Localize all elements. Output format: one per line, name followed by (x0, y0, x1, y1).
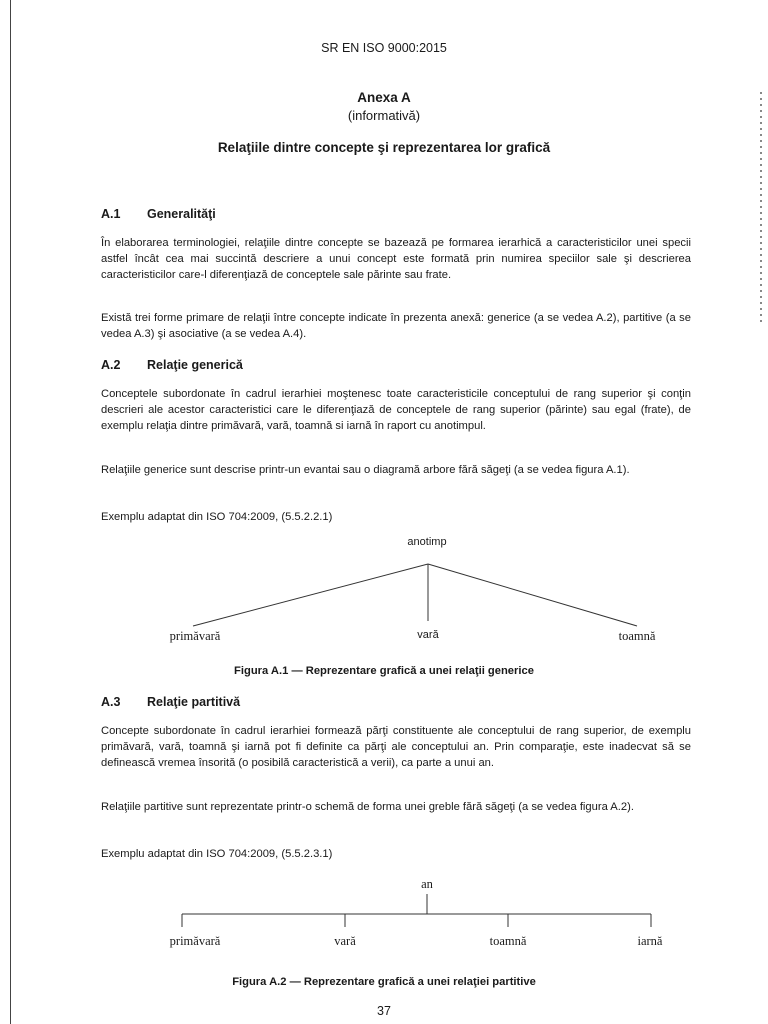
figure-a2-partitive-diagram (0, 872, 768, 957)
paragraph: Există trei forme primare de relaţii între concepte indicate în prezenta anexă: generice (a se vedea A.2), partitive (a se vedea A.3) şi asociative (a se vedea A.4). (101, 312, 691, 340)
concept-child-label: toamnă (618, 629, 656, 643)
paragraph: Exemplu adaptat din ISO 704:2009, (5.5.2.3.1) (101, 848, 333, 860)
paragraph: Concepte subordonate în cadrul ierarhiei formează părţi constituente ale conceptului de rang superior, de exemplu primăvară, vară, toamnă şi iarnă pot fi definite ca părţi ale conceptului an. Prin comparaţie, este inadecvat să se definească vremea însorită (o posibilă caracteristică a verii), ca parte a unui an. (101, 725, 691, 769)
section-heading-a3 (101, 695, 240, 709)
figure-a2-caption: Figura A.2 — Reprezentare grafică a unei relaţiei partitive (232, 976, 536, 988)
paragraph: Conceptele subordonate în cadrul ierarhiei moştenesc toate caracteristicile conceptului de rang superior şi conţin descrieri ale acestor caracteristici care le diferenţiază de conceptele de rang superior (părinte) sau egal (frate), de exemplu relaţia dintre primăvară, vară, toamnă si iarnă în raport cu anotimpul. (101, 388, 691, 432)
section-title: Relaţie partitivă (147, 695, 241, 709)
concept-child-label: vară (417, 629, 439, 641)
paragraph: Relaţiile generice sunt descrise printr-un evantai sau o diagramă arbore fără săgeţi (a se vedea figura A.1). (101, 464, 630, 476)
paragraph: Exemplu adaptat din ISO 704:2009, (5.5.2.2.1) (101, 511, 333, 523)
section-number: A.1 (101, 207, 121, 221)
section-number: A.2 (101, 358, 121, 372)
standard-header: SR EN ISO 9000:2015 (321, 41, 447, 55)
concept-child-label: toamnă (489, 934, 527, 948)
paragraph: În elaborarea terminologiei, relaţiile dintre concepte se bazează pe formarea ierarhică a caracteristicilor unei specii astfel încât cea mai succintă descriere a unui concept este formată prin numirea speciilor sale şi descrierea caracteristicilor care-l diferenţiază de conceptele sale părinte sau frate. (101, 237, 691, 281)
page-number: 37 (377, 1004, 391, 1018)
section-heading-a2 (101, 358, 243, 372)
concept-child-label: primăvară (169, 629, 221, 643)
section-title: Relaţie generică (147, 358, 243, 372)
concept-root-label: anotimp (407, 536, 447, 548)
annex-title: Anexa A (357, 90, 411, 105)
concept-root-label: an (421, 877, 433, 891)
concept-child-label: iarnă (637, 934, 663, 948)
annex-type: (informativă) (347, 108, 421, 123)
figure-a1-caption: Figura A.1 — Reprezentare grafică a unei relaţii generice (234, 665, 534, 677)
concept-child-label: primăvară (169, 934, 221, 948)
section-title: Generalităţi (147, 207, 216, 221)
scan-margin-marks (760, 92, 762, 322)
section-heading-a1 (101, 207, 216, 221)
figure-a1-generic-diagram (0, 530, 768, 655)
annex-heading: Relaţiile dintre concepte şi reprezentarea lor grafică (217, 140, 551, 155)
paragraph: Relaţiile partitive sunt reprezentate printr-o schemă de forma unei greble fără săgeţi (a se vedea figura A.2). (101, 801, 634, 813)
tree-branch-line (193, 564, 428, 626)
tree-branch-line (428, 564, 637, 626)
section-number: A.3 (101, 695, 121, 709)
concept-child-label: vară (334, 934, 356, 948)
